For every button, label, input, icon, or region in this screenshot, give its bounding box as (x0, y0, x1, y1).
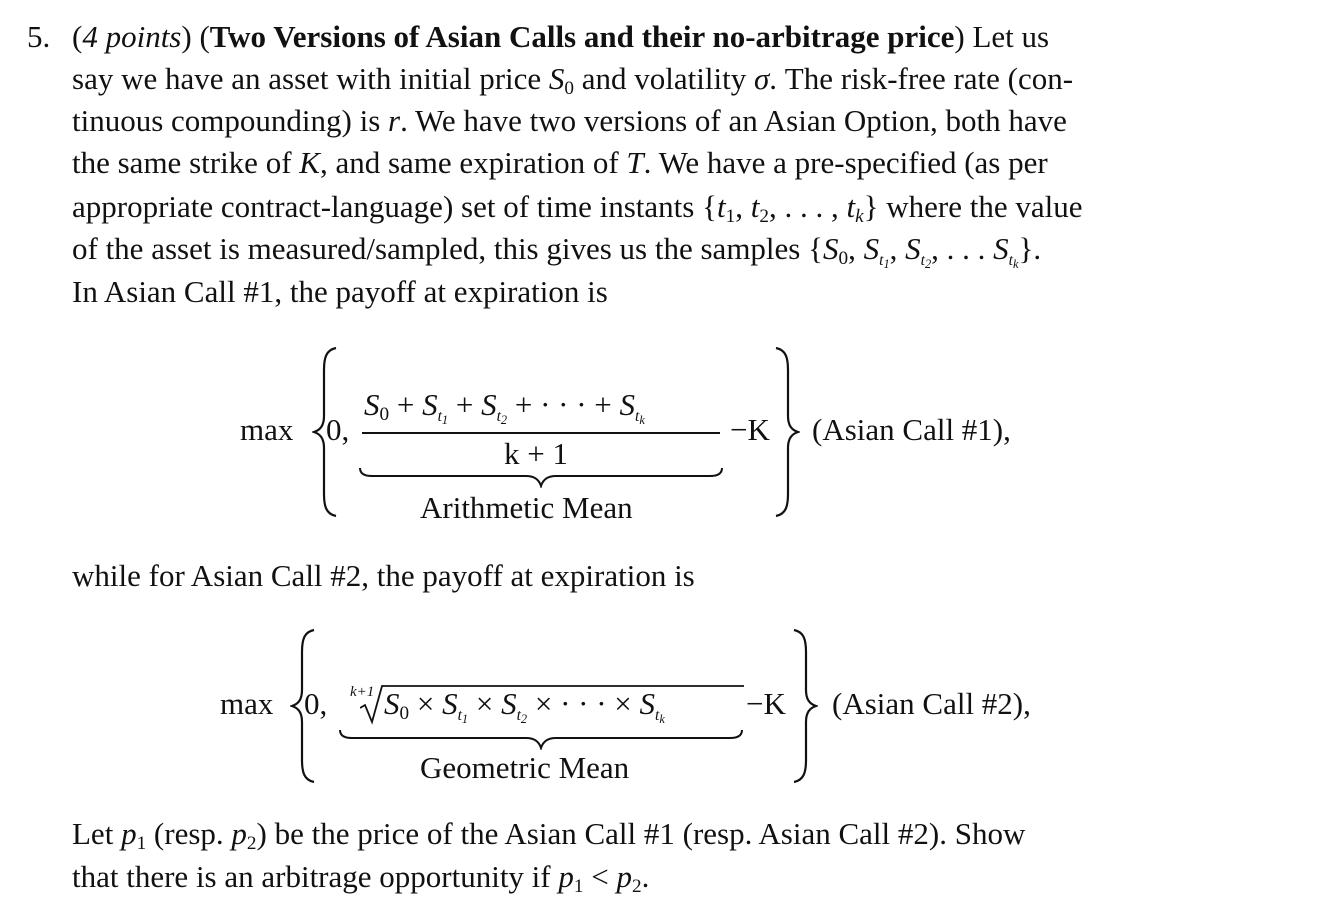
problem-line-1: (4 points) (Two Versions of Asian Calls and their no-arbitrage price) Let us (72, 19, 1050, 54)
max-operator-2: max (220, 686, 274, 721)
max-operator-1: max (240, 412, 294, 447)
problem-line-7: In Asian Call #1, the payoff at expiration is (72, 274, 608, 309)
conclusion-line-1: Let $p_1$ (resp. $p_2$) be the price of the Asian Call #1 (resp. Asian Call #2). Show (72, 816, 1026, 854)
right-brace-1 (770, 346, 800, 518)
points-label: 4 points (82, 19, 182, 54)
problem-title: Two Versions of Asian Calls and their no-arbitrage price (209, 19, 955, 54)
problem-number: 5. (27, 19, 51, 54)
root-index: k+1 (350, 684, 375, 700)
arithmetic-mean-label: Arithmetic Mean (420, 490, 633, 525)
radicand: $S_0 \times S_{t_1} \times S_{t_2}$ × · · · × $S_{t_k}$ (384, 686, 665, 727)
geometric-mean-label: Geometric Mean (420, 750, 630, 785)
problem-line-3: tinuous compounding) is r. We have two versions of an Asian Option, both have (72, 103, 1067, 138)
problem-line-6: of the asset is measured/sampled, this gives us the samples {$S_0$, $S_{t_1}$, $S_{t_2}$, . . . $S_{t_k}$}. (72, 231, 1042, 272)
equation-tag-2: (Asian Call #2), (832, 686, 1031, 721)
fraction-bar-1 (362, 432, 720, 434)
equation-tag-1: (Asian Call #1), (812, 412, 1011, 447)
problem-line-5: appropriate contract-language) set of time instants {$t_1$, $t_2$, . . . , $t_k$} where the value (72, 189, 1083, 227)
between-text: while for Asian Call #2, the payoff at expiration is (72, 558, 695, 593)
problem-page: 5. (4 points) (Two Versions of Asian Calls and their no-arbitrage price) Let us say we have an asset with initial price $S_0$ and volatility σ. The risk-free rate (con- tinuous compounding) is r. We have two versions of an Asian Option, both have the same strike of K, and same expiration of T. We have a pre-specified (as per appropriate contract-language) set of time instants {$t_1$, $t_2$, . . . , $t_k$} where the value of the asset is measured/sampled, this gives us the samples {$S_0$, $S_{t_1}$, $S_{t_2}$, . . . $S_{t_k}$}. In Asian Call #1, the payoff at expiration is max 0, $S_0 + S_{t_1} + S_{t_2}$ + · · · + $S_{t_k}$ k + 1 Arithmetic Mean −K (Asian Call #1), while for Asian Call #2, the payoff at expiration is max 0, k+1 $S_0 \times S_{t_1} \times S_{t_2}$ × · · · × $S_{t_k}$ Geometric Mean −K (Asian Call #2), Let $p_1$ (resp. $p_2$) be the price of the Asian Call #1 (resp. Asian Call #2). Show that there is an arbitrage opportunity if $p_1 < p_2$. (0, 0, 1342, 906)
problem-line-2: say we have an asset with initial price $S_0$ and volatility σ. The risk-free rate (con- (72, 61, 1074, 99)
conclusion-line-2: that there is an arbitrage opportunity if $p_1 < p_2$. (72, 859, 650, 897)
problem-line-4: the same strike of K, and same expiration of T. We have a pre-specified (as per (72, 145, 1048, 180)
right-brace-2 (788, 628, 818, 784)
numerator-1: $S_0 + S_{t_1} + S_{t_2}$ + · · · + $S_{t_k}$ (364, 387, 645, 428)
underbrace-1 (358, 466, 724, 488)
denominator-1: k + 1 (504, 436, 568, 471)
underbrace-2 (338, 728, 744, 750)
